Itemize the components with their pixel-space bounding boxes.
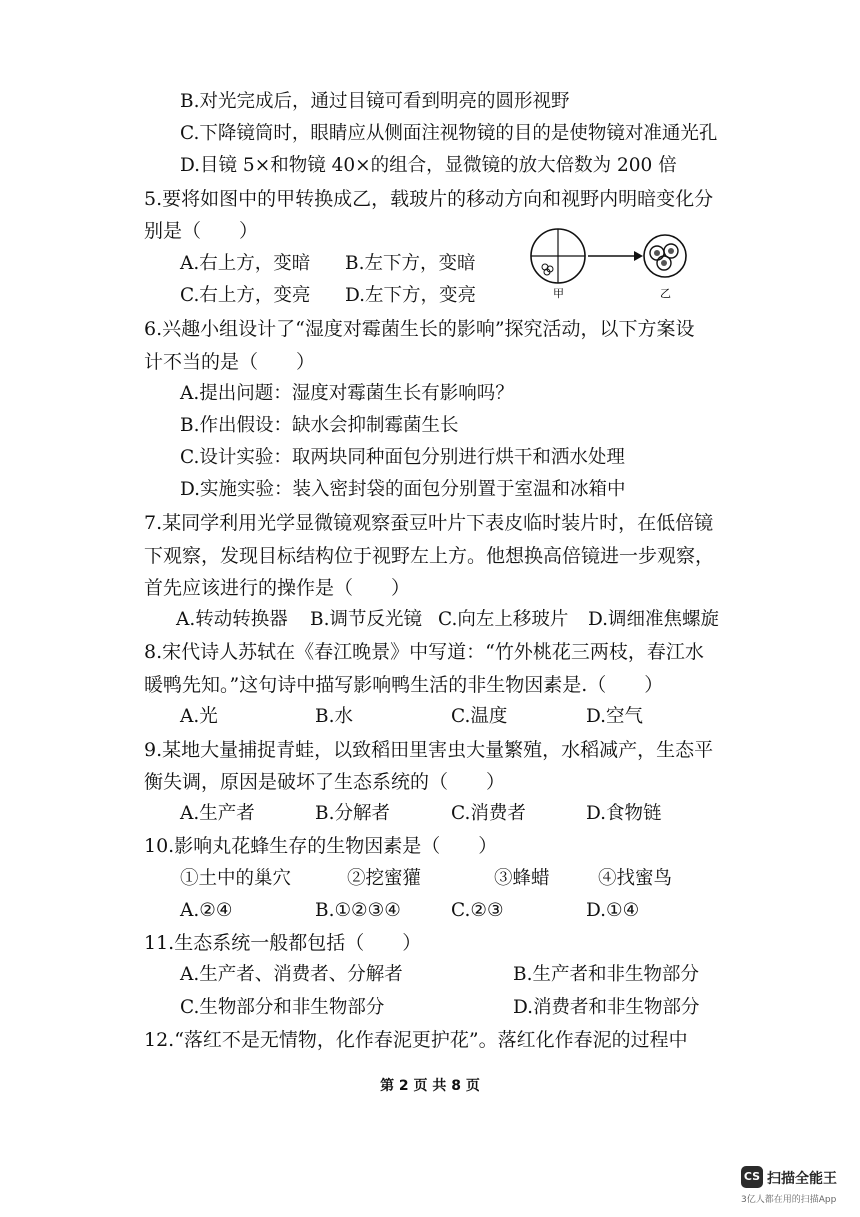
q6-stem-line2: 计不当的是（ ） [144,351,316,373]
q10-option-d: D.①④ [586,900,640,921]
q11-option-b: B.生产者和非生物部分 [513,964,699,985]
q8-stem-line1: 8.宋代诗人苏轼在《春江晚景》中写道：“竹外桃花三两枝，春江水 [144,641,704,663]
q5-option-a: A.右上方，变暗 [180,253,311,274]
q5-microscope-figure [528,226,693,301]
q4-option-d: D.目镜 5×和物镜 40×的组合，显微镜的放大倍数为 200 倍 [180,155,677,176]
q11-option-d: D.消费者和非生物部分 [513,997,700,1018]
q11-stem: 11.生态系统一般都包括（ ） [144,932,422,954]
q10-item-4: ④找蜜鸟 [598,868,673,889]
q5-stem-line2: 别是（ ） [144,220,259,242]
page-footer: 第 2 页 共 8 页 [380,1078,480,1094]
q5-option-c: C.右上方，变亮 [180,285,311,306]
q7-stem-line1: 7.某同学利用光学显微镜观察蚕豆叶片下表皮临时装片时，在低倍镜 [144,512,714,534]
q5-option-d: D.左下方，变亮 [345,285,477,306]
arrow-head [634,251,643,261]
watermark-app-name: 扫描全能王 [767,1171,837,1187]
q8-option-b: B.水 [315,706,353,727]
field-yi-nucleus [661,260,667,266]
label-jia: 甲 [553,287,564,300]
field-of-view-diagram [528,226,693,301]
q11-option-c: C.生物部分和非生物部分 [180,997,385,1018]
q12-stem-line1: 12.“落红不是无情物，化作春泥更护花”。落红化作春泥的过程中 [144,1029,688,1051]
q10-option-c: C.②③ [451,900,504,921]
q9-option-d: D.食物链 [586,803,662,824]
q10-option-a: A.②④ [180,900,233,921]
q6-option-d: D.实施实验：装入密封袋的面包分别置于室温和冰箱中 [180,479,626,500]
q7-option-c: C.向左上移玻片 [438,609,569,630]
q7-option-b: B.调节反光镜 [310,609,422,630]
q5-option-b: B.左下方，变暗 [345,253,476,274]
q9-option-a: A.生产者 [180,803,255,824]
q6-option-c: C.设计实验：取两块同种面包分别进行烘干和洒水处理 [180,447,625,468]
q9-stem-line2: 衡失调，原因是破坏了生态系统的（ ） [144,771,506,793]
q6-stem-line1: 6.兴趣小组设计了“湿度对霉菌生长的影响”探究活动，以下方案设 [144,318,695,340]
q7-option-d: D.调细准焦螺旋 [588,609,720,630]
q10-option-b: B.①②③④ [315,900,401,921]
q4-option-c: C.下降镜筒时，眼睛应从侧面注视物镜的目的是使物镜对准通光孔 [180,123,718,144]
q8-option-c: C.温度 [451,706,508,727]
field-yi-nucleus [668,248,674,254]
q9-option-b: B.分解者 [315,803,390,824]
q10-item-2: ②挖蜜獾 [347,868,422,889]
q7-stem-line3: 首先应该进行的操作是（ ） [144,577,411,599]
q10-stem: 10.影响丸花蜂生存的生物因素是（ ） [144,835,498,857]
q7-stem-line2: 下观察，发现目标结构位于视野左上方。他想换高倍镜进一步观察， [144,545,715,567]
q6-option-a: A.提出问题：湿度对霉菌生长有影响吗？ [180,383,514,404]
q8-stem-line2: 暖鸭先知。”这句诗中描写影响鸭生活的非生物因素是.（ ） [144,674,664,696]
watermark-tagline: 3亿人都在用的扫描App [741,1195,837,1205]
q5-stem-line1: 5.要将如图中的甲转换成乙，载玻片的移动方向和视野内明暗变化分 [144,188,714,210]
q10-item-3: ③蜂蜡 [494,868,550,889]
q10-item-1: ①土中的巢穴 [180,868,292,889]
q4-option-b: B.对光完成后，通过目镜可看到明亮的圆形视野 [180,91,570,112]
q6-option-b: B.作出假设：缺水会抑制霉菌生长 [180,415,459,436]
q8-option-d: D.空气 [586,706,644,727]
q11-option-a: A.生产者、消费者、分解者 [180,964,403,985]
q8-option-a: A.光 [180,706,218,727]
field-yi-nucleus [654,250,660,256]
q9-stem-line1: 9.某地大量捕捉青蛙，以致稻田里害虫大量繁殖，水稻减产，生态平 [144,739,714,761]
q9-option-c: C.消费者 [451,803,526,824]
label-yi: 乙 [660,287,671,300]
q7-option-a: A.转动转换器 [176,609,288,630]
camscanner-logo-icon: CS [741,1166,763,1188]
